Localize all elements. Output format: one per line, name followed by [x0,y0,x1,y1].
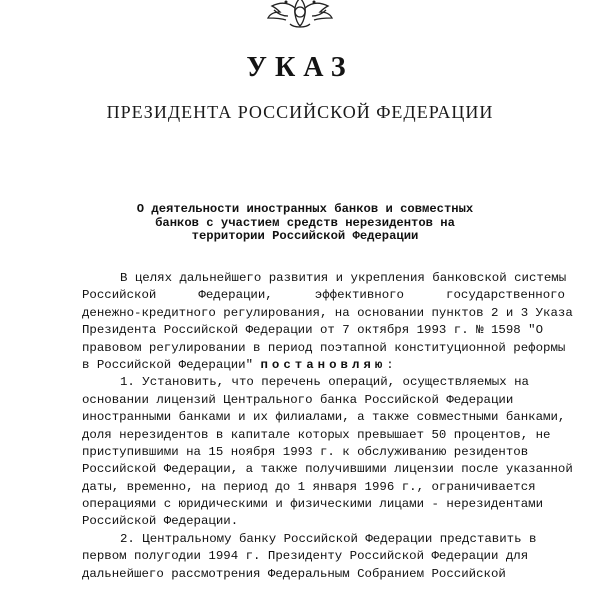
title-line: территории Российской Федерации [191,229,419,244]
body-line: Российской Федерации. [82,514,239,529]
body-line: дальнейшего рассмотрения Федеральным Собранием Российской [82,566,506,581]
title-line: банков с участием средств нерезидентов на [155,215,455,230]
body-line: 1. Установить, что перечень операций, осуществляемых на [120,375,529,390]
decree-issuer: ПРЕЗИДЕНТА РОССИЙСКОЙ ФЕДЕРАЦИИ [106,102,494,122]
body-line: денежно-кредитного регулирования, на основании пунктов 2 и 3 Указа [82,305,573,320]
body-line: даты, временно, на период до 1 января 1996 г., ограничивается [82,479,536,494]
body-line: операциями с юридическими и физическими лицами - нерезидентами [82,497,544,512]
decree-heading: УКАЗ [246,52,354,83]
body-line [82,357,565,374]
body-line: основании лицензий Центрального банка Российской Федерации [82,392,514,407]
decree-title [120,203,490,244]
state-emblem-icon [260,0,340,30]
body-line: доля нерезидентов в капитале которых превышает 50 процентов, не [82,427,551,442]
resolve-keyword: постановляю [260,357,387,372]
body-line: Президента Российской Федерации от 7 октября 1993 г. № 1598 "О [82,323,544,338]
decree-body [82,270,573,583]
body-line: Российской Федерации, а также получившими лицензии после указанной [82,462,573,477]
body-line: правовом регулировании в период поэтапной конституционной реформы [82,340,566,355]
body-line-start: в Российской Федерации" [82,357,254,372]
title-line: О деятельности иностранных банков и совместных [136,202,474,216]
body-line: Российской Федерации, эффективного государственного [82,288,565,303]
body-line: приступившими на 15 ноября 1993 г. к обслуживанию резидентов [82,444,529,459]
body-line: В целях дальнейшего развития и укрепления банковской системы [120,271,567,285]
body-line: иностранными банками и их филиалами, а также совместными банками, [82,410,566,425]
body-line-end: : [386,357,394,372]
body-line: 2. Центральному банку Российской Федерации представить в [120,531,537,546]
body-line: первом полугодии 1994 г. Президенту Российской Федерации для [82,549,529,564]
